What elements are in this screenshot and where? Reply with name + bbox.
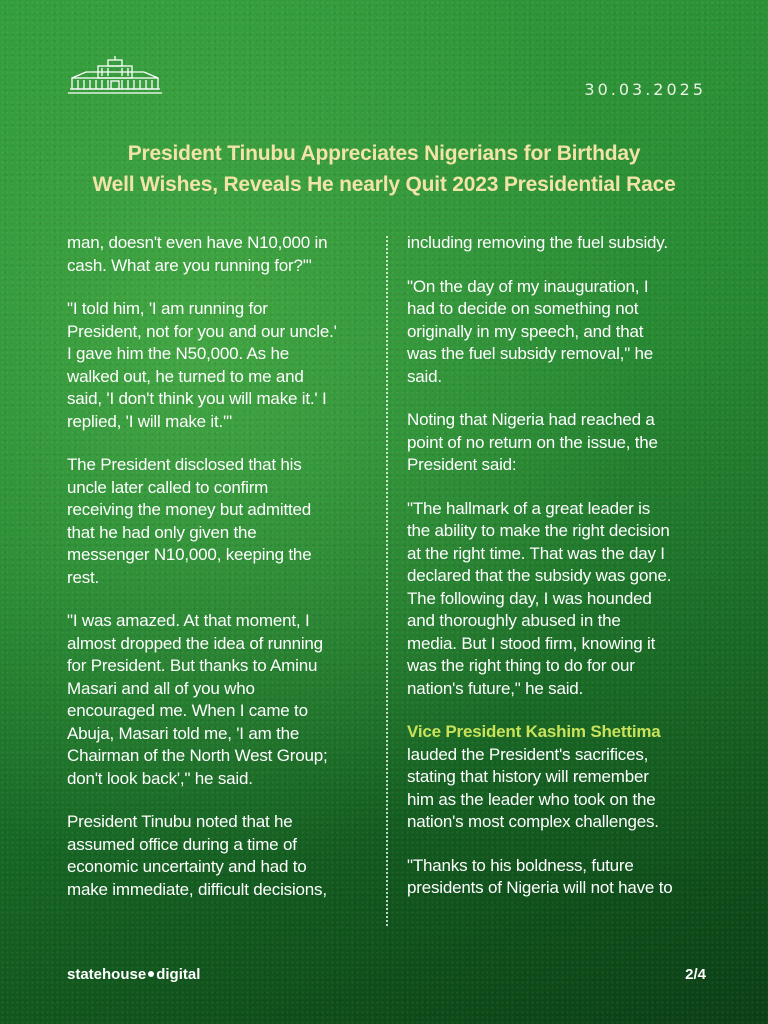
text-line: economic uncertainty and had to	[67, 857, 307, 876]
text-line: for President. But thanks to Aminu	[67, 656, 318, 675]
text-line: President said:	[407, 455, 517, 474]
text-line: Abuja, Masari told me, 'I am the	[67, 723, 300, 743]
page-indicator: 2/4	[685, 966, 706, 983]
paragraph	[67, 454, 377, 589]
text-line: media. But I stood firm, knowing it	[407, 633, 656, 653]
left-column	[67, 232, 377, 922]
text-line: stating that history will remember	[407, 767, 649, 786]
brand-name: statehouse	[67, 966, 147, 983]
paragraph	[407, 721, 717, 834]
text-line: that he had only given the	[67, 522, 257, 542]
text-line: declared that the subsidy was gone.	[407, 566, 672, 585]
text-line: walked out, he turned to me and	[67, 366, 304, 386]
text-line: nation's future," he said.	[407, 678, 584, 698]
brand-suffix: digital	[156, 966, 201, 983]
text-line: rest.	[67, 567, 100, 587]
text-line: replied, 'I will make it.'"	[67, 411, 232, 431]
text-line: "I was amazed. At that moment, I	[67, 611, 310, 630]
paragraph	[67, 610, 377, 790]
text-line: "The hallmark of a great leader is	[407, 498, 651, 518]
text-line: The following day, I was hounded	[407, 588, 652, 608]
date-label: 30.03.2025	[584, 80, 706, 99]
text-line: I gave him the N50,000. As he	[67, 344, 289, 363]
state-house-building-icon	[66, 56, 164, 96]
text-line: the ability to make the right decision	[407, 521, 670, 540]
text-line: President Tinubu noted that he	[67, 812, 293, 831]
brand-dot-icon	[148, 971, 154, 977]
text-line: encouraged me. When I came to	[67, 701, 308, 720]
text-line: President, not for you and our uncle.'	[67, 321, 337, 341]
text-line: The President disclosed that his	[67, 455, 302, 474]
text-line: lauded the President's sacrifices,	[407, 744, 649, 764]
text-line: man, doesn't even have N10,000 in	[67, 233, 328, 252]
text-line: was the right thing to do for our	[407, 656, 635, 675]
text-line: Masari and all of you who	[67, 678, 255, 698]
text-line: Chairman of the North West Group;	[67, 746, 328, 765]
text-line: him as the leader who took on the	[407, 789, 656, 809]
text-line: had to decide on something not	[407, 299, 639, 318]
paragraph	[407, 232, 717, 255]
text-line: almost dropped the idea of running	[67, 633, 323, 653]
text-line: originally in my speech, and that	[407, 321, 644, 341]
text-line: nation's most complex challenges.	[407, 812, 659, 831]
paragraph	[67, 811, 377, 901]
text-line: including removing the fuel subsidy.	[407, 233, 668, 252]
text-line: assumed office during a time of	[67, 834, 297, 854]
text-line: messenger N10,000, keeping the	[67, 545, 312, 564]
text-line: uncle later called to confirm	[67, 477, 269, 497]
paragraph	[407, 498, 717, 701]
text-line: presidents of Nigeria will not have to	[407, 878, 673, 897]
text-line: and thoroughly abused in the	[407, 611, 621, 630]
paragraph	[407, 276, 717, 389]
column-divider	[386, 236, 388, 926]
text-line: "I told him, 'I am running for	[67, 299, 268, 318]
paragraph	[67, 232, 377, 277]
text-line: said, 'I don't think you will make it.' I	[67, 389, 327, 408]
text-line: Noting that Nigeria had reached a	[407, 410, 655, 429]
paragraph	[67, 298, 377, 433]
text-line: receiving the money but admitted	[67, 500, 312, 519]
headline-line-1: President Tinubu Appreciates Nigerians for Birthday	[127, 142, 641, 165]
right-column	[407, 232, 717, 921]
text-line: at the right time. That was the day I	[407, 543, 665, 563]
text-line: cash. What are you running for?'"	[67, 255, 312, 275]
text-line: don't look back'," he said.	[67, 768, 253, 788]
text-line: "Thanks to his boldness, future	[407, 855, 634, 875]
text-line: point of no return on the issue, the	[407, 432, 658, 452]
paragraph	[407, 409, 717, 477]
footer-brand	[67, 966, 200, 983]
text-line: "On the day of my inauguration, I	[407, 276, 649, 296]
text-line: make immediate, difficult decisions,	[67, 879, 327, 899]
headline-line-2: Well Wishes, Reveals He nearly Quit 2023 Presidential Race	[92, 173, 676, 196]
highlight-name: Vice President Kashim Shettima	[407, 722, 661, 741]
text-line: said.	[407, 366, 442, 386]
headline	[40, 138, 728, 200]
text-line: was the fuel subsidy removal," he	[407, 344, 654, 363]
paragraph	[407, 855, 717, 900]
